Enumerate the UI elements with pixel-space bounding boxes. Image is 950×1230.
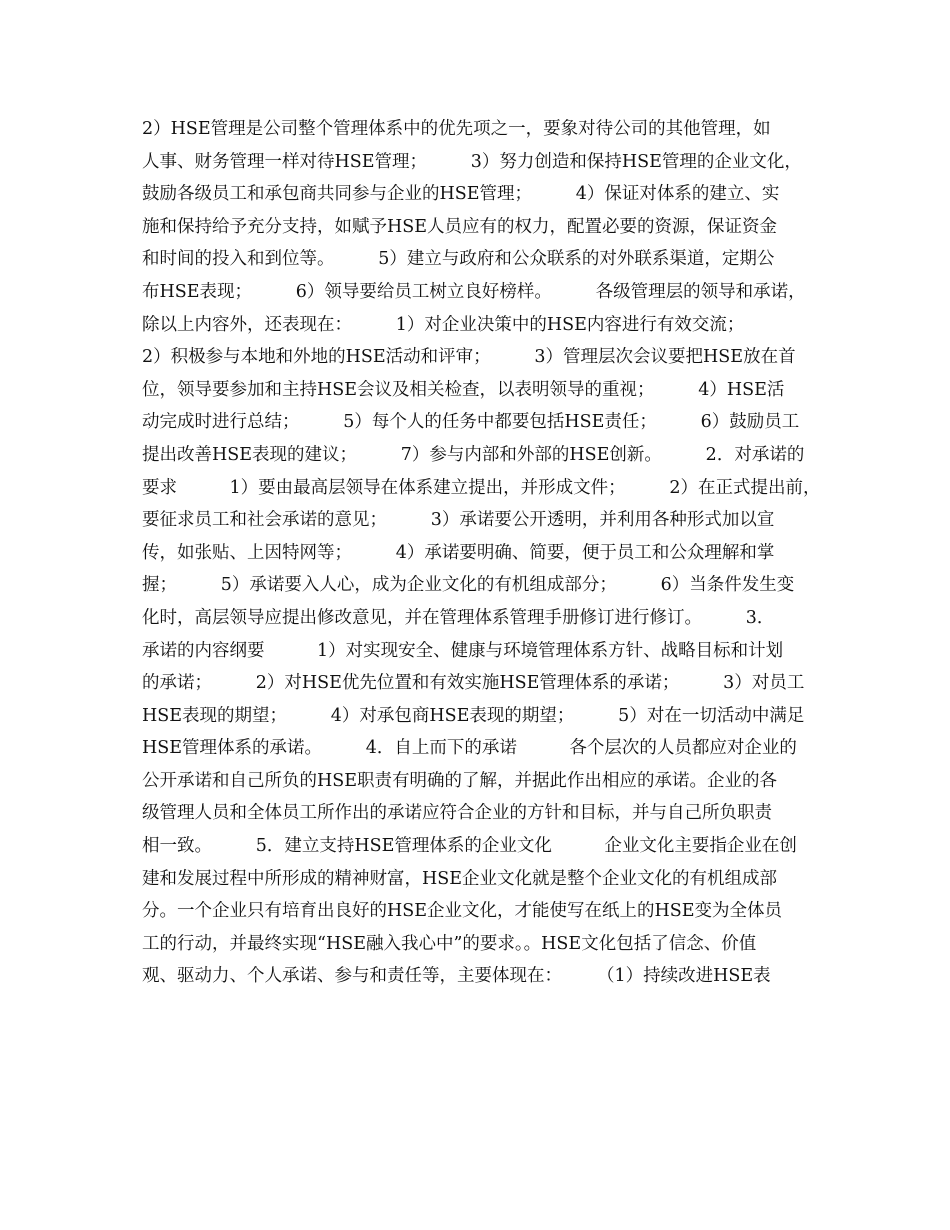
text-line: 工的行动，并最终实现“HSE融入我心中”的要求。。HSE文化包括了信念、价值 (142, 933, 757, 954)
text-line: 要求 1）要由最高层领导在体系建立提出，并形成文件； 2）在正式提出前， (142, 477, 821, 498)
text-line: 承诺的内容纲要 1）对实现安全、健康与环境管理体系方针、战略目标和计划 (142, 640, 784, 661)
text-line: HSE管理体系的承诺。 4．自上而下的承诺 各个层次的人员都应对企业的 (142, 738, 797, 759)
text-line: 和时间的投入和到位等。 5）建立与政府和公众联系的对外联系渠道，定期公 (142, 249, 775, 270)
text-line: HSE表现的期望； 4）对承包商HSE表现的期望； 5）对在一切活动中满足 (142, 705, 805, 726)
text-line: 提出改善HSE表现的建议； 7）参与内部和外部的HSE创新。 2．对承诺的 (142, 444, 805, 465)
text-line: 级管理人员和全体员工所作出的承诺应符合企业的方针和目标，并与自己所负职责 (142, 803, 772, 824)
text-line: 鼓励各级员工和承包商共同参与企业的HSE管理； 4）保证对体系的建立、实 (142, 184, 780, 205)
text-line: 公开承诺和自己所负的HSE职责有明确的了解，并据此作出相应的承诺。企业的各 (142, 770, 778, 791)
text-line: 2）积极参与本地和外地的HSE活动和评审； 3）管理层次会议要把HSE放在首 (142, 347, 796, 368)
text-line: 人事、财务管理一样对待HSE管理； 3）努力创造和保持HSE管理的企业文化， (142, 151, 802, 172)
text-line: 相一致。 5．建立支持HSE管理体系的企业文化 企业文化主要指企业在创 (142, 836, 797, 857)
body-text (142, 113, 822, 993)
text-line: 动完成时进行总结； 5）每个人的任务中都要包括HSE责任； 6）鼓励员工 (142, 412, 800, 433)
text-line: 化时，高层领导应提出修改意见，并在管理体系管理手册修订进行修订。 3． (142, 607, 775, 628)
text-line: 的承诺； 2）对HSE优先位置和有效实施HSE管理体系的承诺； 3）对员工 (142, 673, 805, 694)
text-line: 布HSE表现； 6）领导要给员工树立良好榜样。 各级管理层的领导和承诺， (142, 281, 806, 302)
text-line: 要征求员工和社会承诺的意见； 3）承诺要公开透明，并利用各种形式加以宣 (142, 510, 775, 531)
text-line: 施和保持给予充分支持，如赋予HSE人员应有的权力，配置必要的资源，保证资金 (142, 216, 778, 237)
text-line: 建和发展过程中所形成的精神财富，HSE企业文化就是整个企业文化的有机组成部 (142, 868, 778, 889)
text-line: 握； 5）承诺要入人心，成为企业文化的有机组成部分； 6）当条件发生变 (142, 575, 795, 596)
text-line: 除以上内容外，还表现在： 1）对企业决策中的HSE内容进行有效交流； (142, 314, 745, 335)
text-line: 分。一个企业只有培育出良好的HSE企业文化，才能使写在纸上的HSE变为全体员 (142, 901, 783, 922)
text-line: 传，如张贴、上因特网等； 4）承诺要明确、简要，便于员工和公众理解和掌 (142, 542, 775, 563)
text-line: 观、驱动力、个人承诺、参与和责任等，主要体现在： （1）持续改进HSE表 (142, 966, 771, 987)
text-line: 位，领导要参加和主持HSE会议及相关检查，以表明领导的重视； 4）HSE活 (142, 379, 785, 400)
text-line: 2）HSE管理是公司整个管理体系中的优先项之一，要象对待公司的其他管理，如 (142, 119, 771, 139)
